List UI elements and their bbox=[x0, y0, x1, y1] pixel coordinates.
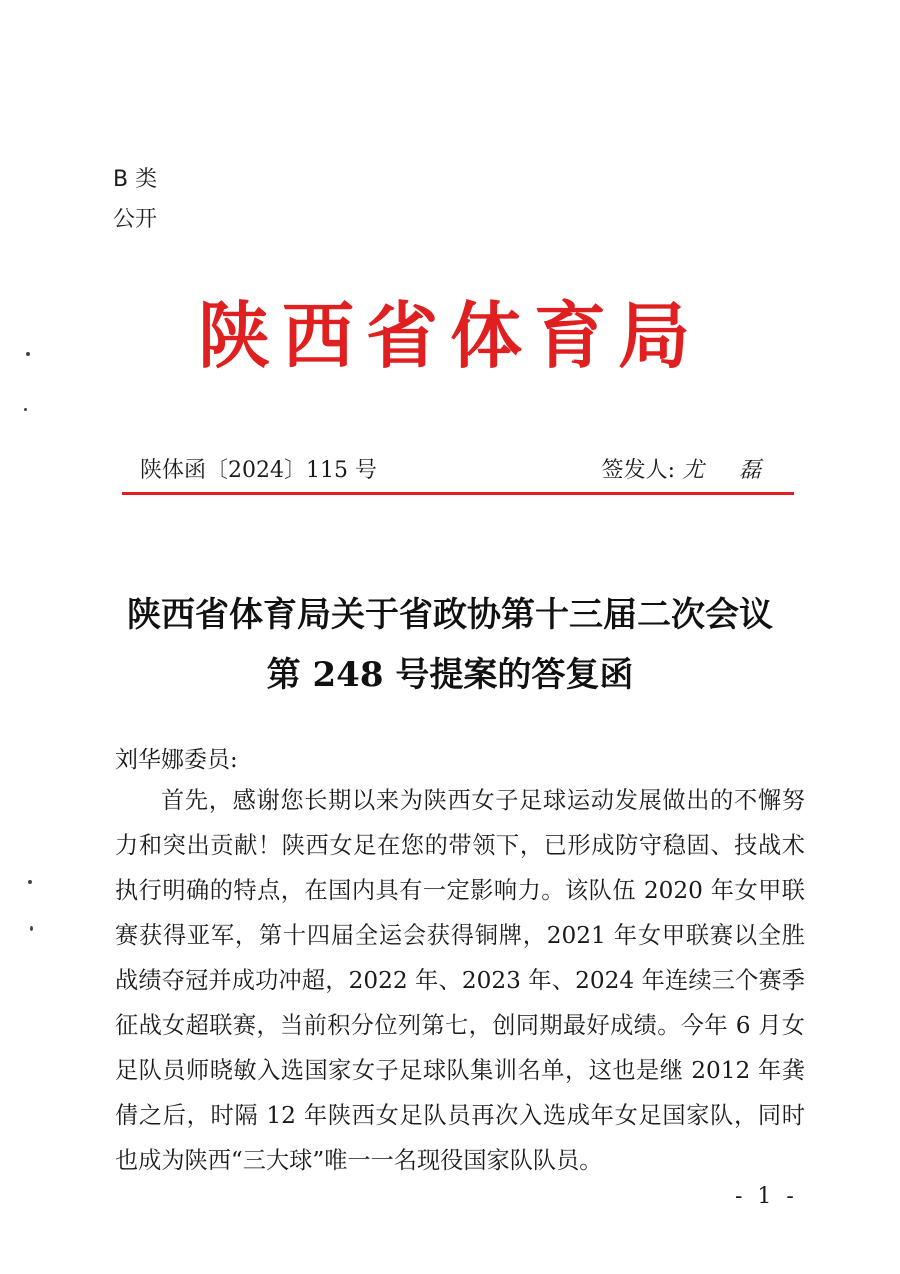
page-number: - 1 - bbox=[735, 1184, 798, 1209]
disclosure-status: 公开 bbox=[113, 207, 158, 232]
signer-label: 签发人: bbox=[601, 458, 682, 483]
salutation: 刘华娜委员: bbox=[115, 747, 238, 773]
body-text bbox=[115, 778, 805, 1183]
document-number: 陕体函〔2024〕115 号 bbox=[140, 458, 377, 483]
signer bbox=[602, 454, 775, 488]
scan-speck bbox=[26, 352, 30, 356]
title-line-1: 陕西省体育局关于省政协第十三届二次会议 bbox=[127, 595, 773, 635]
document-classification bbox=[113, 160, 157, 240]
scan-speck bbox=[30, 926, 33, 931]
signer-name: 尤 磊 bbox=[682, 458, 775, 483]
body-paragraph: 首先，感谢您长期以来为陕西女子足球运动发展做出的不懈努力和突出贡献！陕西女足在您的带领下，已形成防守稳固、技战术执行明确的特点，在国内具有一定影响力。该队伍 2020 年女甲联赛获得亚军，第十四届全运会获得铜牌，2021 年女甲联赛以全胜战绩夺冠并成功冲超，2022 年、2023 年、2024 年连续三个赛季征战女超联赛，当前积分位列第七，创同期最好成绩。今年 6 月女足队员师晓敏入选国家女子足球队集训名单，这也是继 2012 年龚倩之后，时隔 12 年陕西女足队员再次入选成年女足国家队，同时也成为陕西“三大球”唯一一名现役国家队队员。 bbox=[115, 787, 805, 1174]
letterhead-divider bbox=[122, 492, 794, 495]
letterhead-agency-name: 陕西省体育局 bbox=[197, 293, 702, 378]
scan-speck bbox=[24, 408, 27, 411]
document-meta-row bbox=[140, 454, 785, 488]
title-line-2: 第 248 号提案的答复函 bbox=[266, 655, 634, 695]
classification-level: B 类 bbox=[113, 167, 158, 192]
document-title bbox=[0, 585, 900, 705]
scan-speck bbox=[28, 880, 32, 884]
